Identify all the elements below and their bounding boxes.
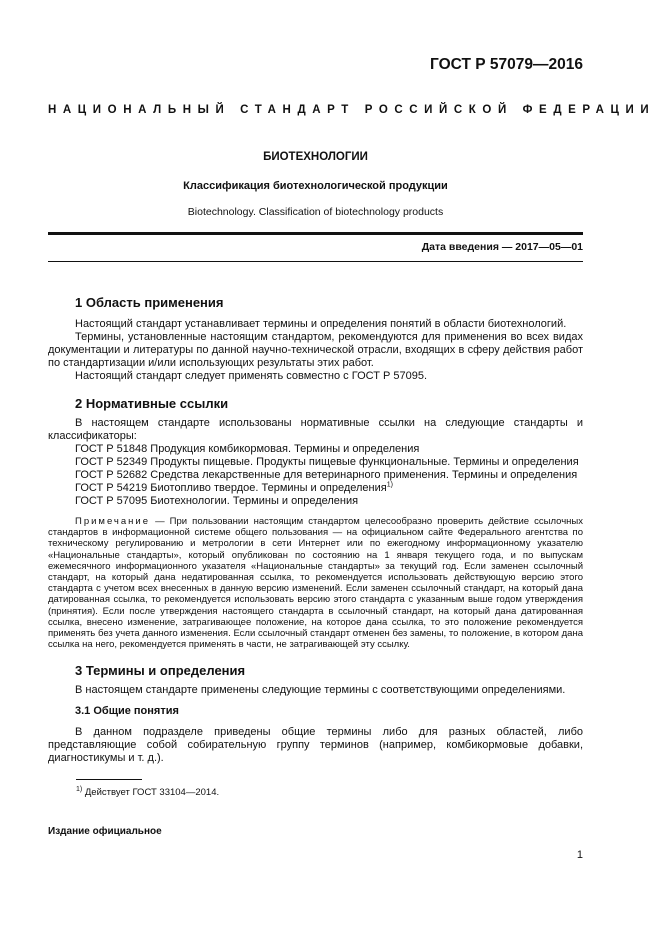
thick-divider (48, 232, 583, 235)
footnote-text: Действует ГОСТ 33104—2014. (82, 787, 220, 798)
document-body (48, 296, 583, 765)
introduction-date: Дата введения — 2017—05—01 (421, 241, 583, 253)
section-1-heading: 1 Область применения (75, 295, 224, 310)
section-3-paragraph-1: В настоящем стандарте применены следующие термины с соответствующими определениями. (75, 684, 566, 697)
thin-divider (48, 261, 583, 262)
section-1-paragraph-1: Настоящий стандарт устанавливает термины и определения понятий в области биотехнологий. (75, 318, 567, 330)
page-number: 1 (576, 849, 583, 861)
reference-item: ГОСТ Р 51848 Продукция комбикормовая. Термины и определения (75, 443, 420, 455)
section-1-paragraph-2: Термины, установленные настоящим стандартом, рекомендуются для применения во всех видах документации и литературы по данной научно-технической отрасли, входящих в сферу действия работ по стандартизации и/или использующих результаты этих работ. (48, 331, 583, 369)
document-title-english: Biotechnology. Classification of biotechnology products (187, 206, 444, 218)
document-title: БИОТЕХНОЛОГИИ (263, 151, 368, 163)
footnote-divider (76, 779, 142, 780)
reference-item: ГОСТ Р 52682 Средства лекарственные для ветеринарного применения. Термины и определения (75, 469, 578, 481)
subsection-3-1-paragraph: В данном подразделе приведены общие термины либо для разных областей, либо представляющие собой собирательную группу терминов (например, комбикормовые добавки, диагностикумы и т. д.). (48, 726, 583, 765)
subsection-3-1-heading: 3.1 Общие понятия (75, 705, 179, 718)
section-1-paragraph-3: Настоящий стандарт следует применять совместно с ГОСТ Р 57095. (75, 370, 428, 382)
footnote-number: 1) (76, 785, 83, 793)
document-subtitle: Классификация биотехнологической продукции (183, 180, 448, 192)
reference-item: ГОСТ Р 52349 Продукты пищевые. Продукты пищевые функциональные. Термины и определения (75, 456, 579, 468)
note-label: Примечание (75, 516, 150, 527)
footnote (76, 787, 219, 798)
section-3-heading: 3 Термины и определения (75, 663, 246, 679)
note-paragraph (48, 516, 583, 650)
footnote-mark: 1) (386, 481, 393, 489)
national-standard-heading: НАЦИОНАЛЬНЫЙ СТАНДАРТ РОССИЙСКОЙ ФЕДЕРАЦИИ (48, 104, 656, 116)
official-edition-label: Издание официальное (48, 826, 162, 837)
reference-text: ГОСТ Р 54219 Биотопливо твердое. Термины и определения (75, 482, 387, 494)
note-text: — При пользовании настоящим стандартом целесообразно проверить действие ссылочных стандартов в информационной системе общего пользования — на официальном сайте Федерального агентства по техническому регулированию и метрологии в сети Интернет или по ежегодному информационному указателю «Национальные стандарты», который опубликован по состоянию на 1 января текущего года, и по выпускам ежемесячного информационного указателя «Национальные стандарты» за текущий год. Если заменен ссылочный стандарт, на который дана недатированная ссылка, то рекомендуется использовать действующую версию этого стандарта с учетом всех внесенных в данную версию изменений. Если заменен ссылочный стандарт, на который дана датированная ссылка, то рекомендуется использовать версию этого стандарта с указанным выше годом утверждения (принятия). Если после утверждения настоящего стандарта в ссылочный стандарт, на который дана датированная ссылка, внесено изменение, затрагивающее положение, на которое дана ссылка, то это положение рекомендуется применять без учета данного изменения. Если ссылочный стандарт отменен без замены, то положение, в котором дана ссылка на него, рекомендуется применять в части, не затрагивающей эту ссылку. (48, 516, 583, 651)
section-2-heading: 2 Нормативные ссылки (75, 396, 229, 411)
document-code: ГОСТ Р 57079—2016 (430, 56, 583, 73)
section-2-intro: В настоящем стандарте использованы нормативные ссылки на следующие стандарты и классификаторы: (48, 417, 583, 442)
reference-item-with-footnote (48, 482, 583, 495)
reference-item: ГОСТ Р 57095 Биотехнологии. Термины и определения (75, 495, 359, 507)
